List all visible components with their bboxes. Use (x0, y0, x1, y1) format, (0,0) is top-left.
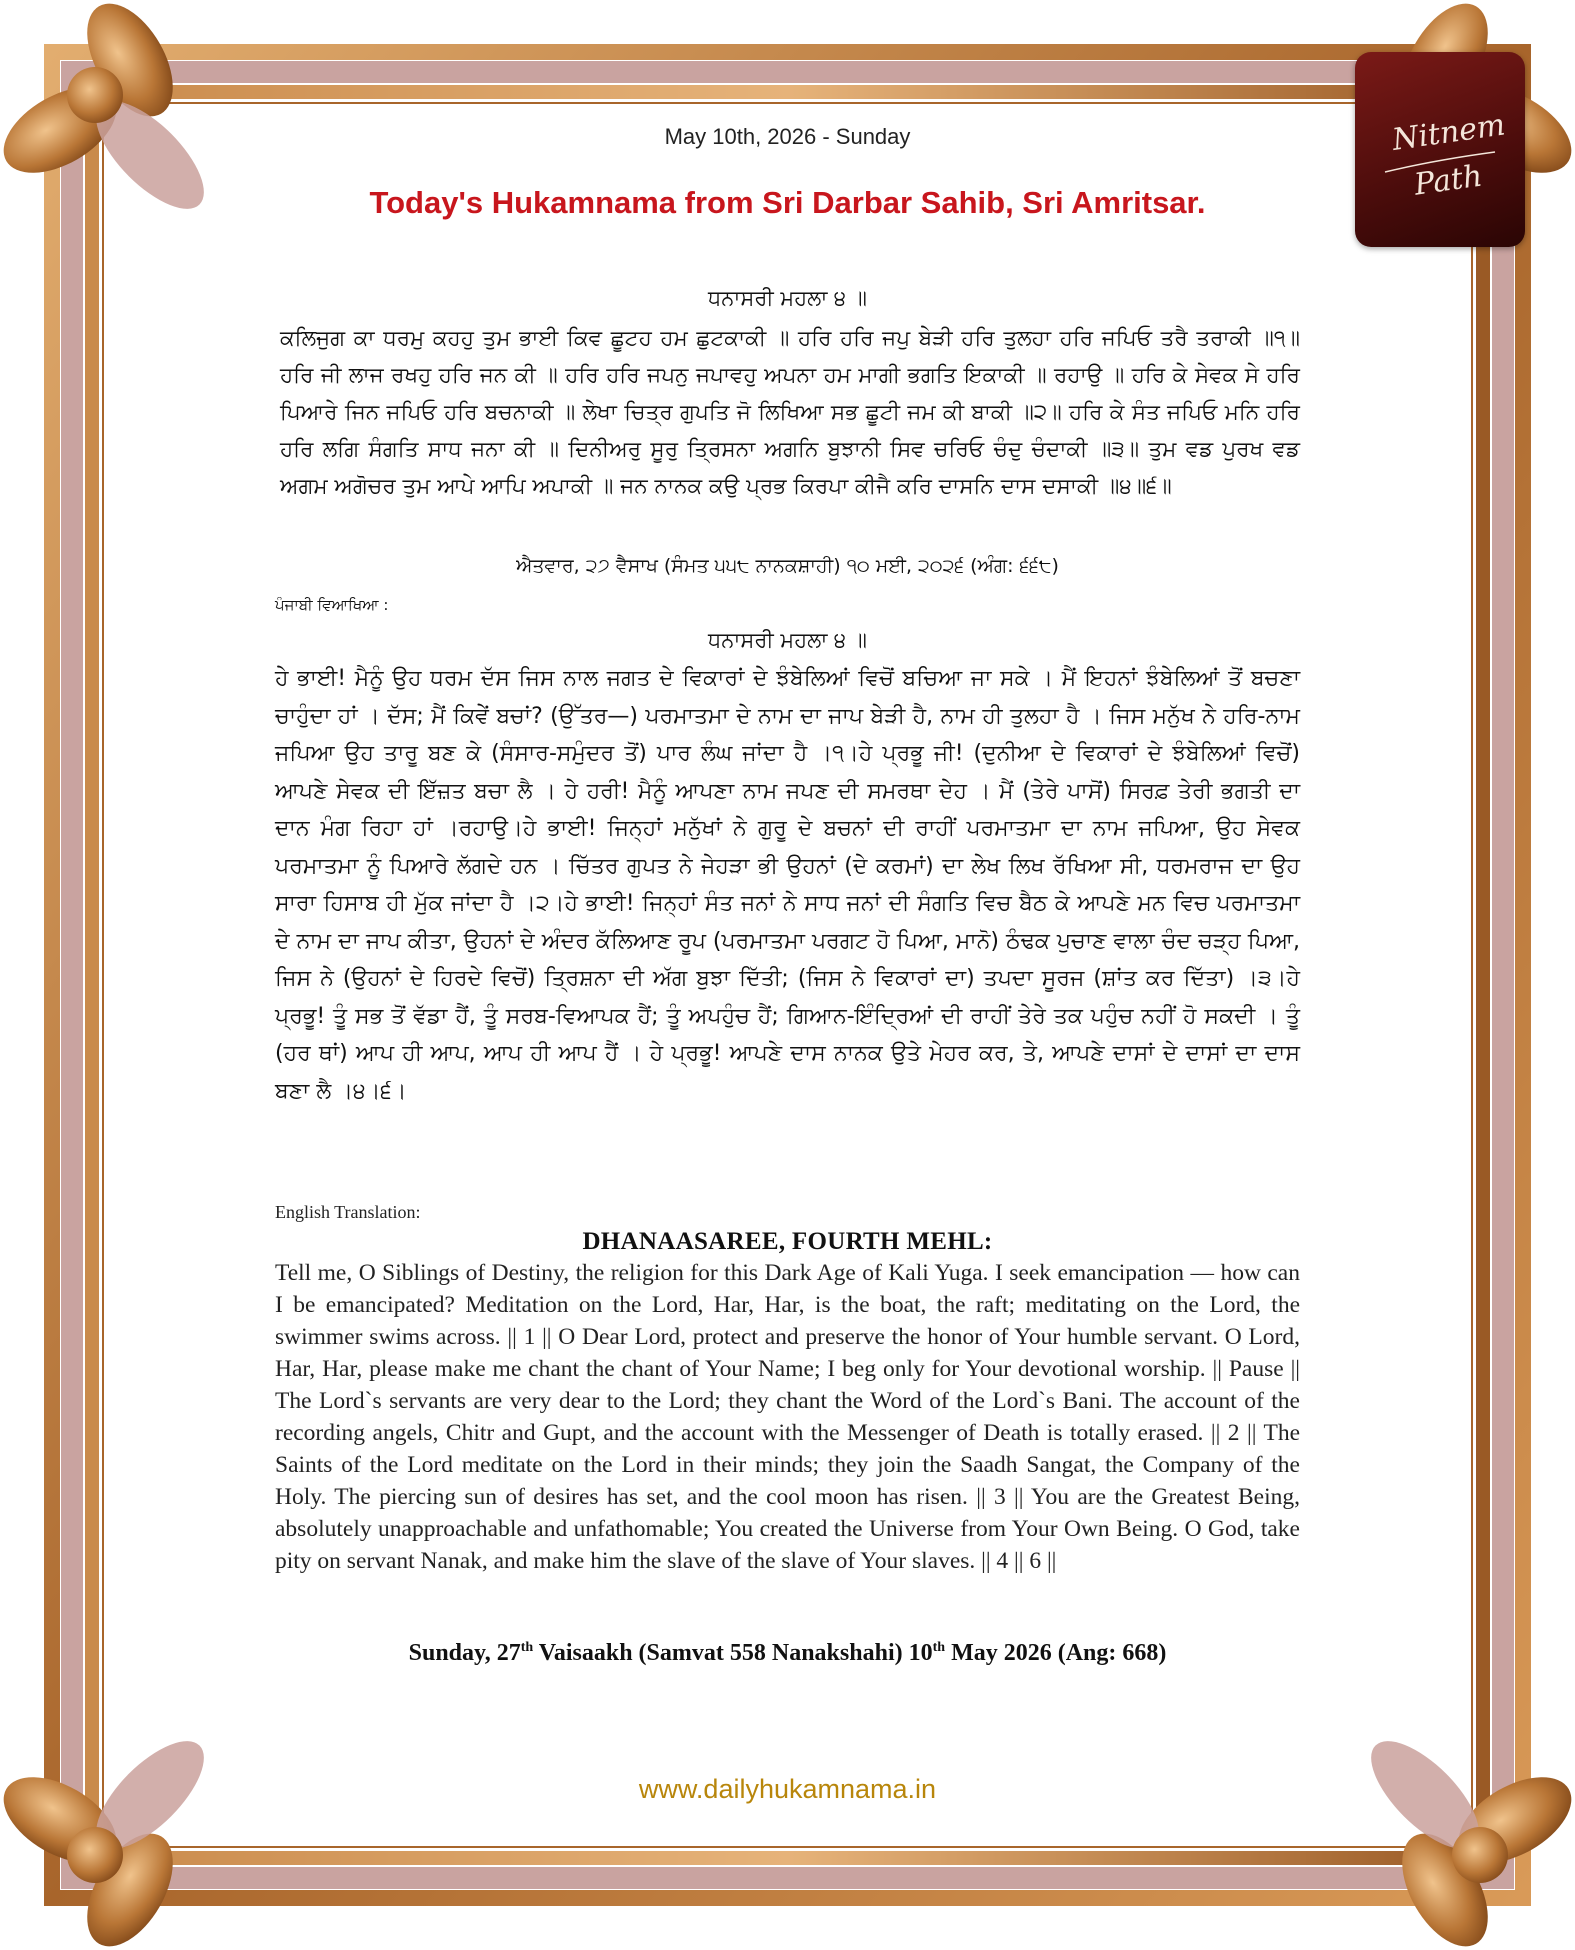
english-date-line (0, 1640, 1575, 1667)
page-title: Today's Hukamnama from Sri Darbar Sahib, Sri Amritsar. (369, 185, 1206, 220)
gurbani-text: ਕਲਿਜੁਗ ਕਾ ਧਰਮੁ ਕਹਹੁ ਤੁਮ ਭਾਈ ਕਿਵ ਛੂਟਹ ਹਮ ਛੁਟਕਾਕੀ ॥ ਹਰਿ ਹਰਿ ਜਪੁ ਬੇੜੀ ਹਰਿ ਤੁਲਹਾ ਹਰਿ ਜਪਿਓ ਤਰੈ ਤਰਾਕੀ ॥੧॥ ਹਰਿ ਜੀ ਲਾਜ ਰਖਹੁ ਹਰਿ ਜਨ ਕੀ ॥ ਹਰਿ ਹਰਿ ਜਪਨੁ ਜਪਾਵਹੁ ਅਪਨਾ ਹਮ ਮਾਗੀ ਭਗਤਿ ਇਕਾਕੀ ॥ ਰਹਾਉ ॥ ਹਰਿ ਕੇ ਸੇਵਕ ਸੇ ਹਰਿ ਪਿਆਰੇ ਜਿਨ ਜਪਿਓ ਹਰਿ ਬਚਨਾਕੀ ॥ ਲੇਖਾ ਚਿਤ੍ਰ ਗੁਪਤਿ ਜੋ ਲਿਖਿਆ ਸਭ ਛੂਟੀ ਜਮ ਕੀ ਬਾਕੀ ॥੨॥ ਹਰਿ ਕੇ ਸੰਤ ਜਪਿਓ ਮਨਿ ਹਰਿ ਹਰਿ ਲਗਿ ਸੰਗਤਿ ਸਾਧ ਜਨਾ ਕੀ ॥ ਦਿਨੀਅਰੁ ਸੂਰੁ ਤ੍ਰਿਸਨਾ ਅਗਨਿ ਬੁਝਾਨੀ ਸਿਵ ਚਰਿਓ ਚੰਦੁ ਚੰਦਾਕੀ ॥੩॥ ਤੁਮ ਵਡ ਪੁਰਖ ਵਡ ਅਗਮ ਅਗੋਚਰ ਤੁਮ ਆਪੇ ਆਪਿ ਅਪਾਕੀ ॥ ਜਨ ਨਾਨਕ ਕਉ ਪ੍ਰਭ ਕਿਰਪਾ ਕੀਜੈ ਕਰਿ ਦਾਸਨਿ ਦਾਸ ਦਸਾਕੀ ॥੪॥੬॥ (280, 326, 1300, 499)
corner-bow-bottom-left (0, 1724, 221, 1950)
vyakhya-text: ਹੇ ਭਾਈ! ਮੈਨੂੰ ਉਹ ਧਰਮ ਦੱਸ ਜਿਸ ਨਾਲ ਜਗਤ ਦੇ ਵਿਕਾਰਾਂ ਦੇ ਝੰਬੇਲਿਆਂ ਵਿਚੋਂ ਬਚਿਆ ਜਾ ਸਕੇ । ਮੈਂ ਇਹਨਾਂ ਝੰਬੇਲਿਆਂ ਤੋਂ ਬਚਣਾ ਚਾਹੁੰਦਾ ਹਾਂ । ਦੱਸ; ਮੈਂ ਕਿਵੇਂ ਬਚਾਂ? (ਉੱਤਰ—) ਪਰਮਾਤਮਾ ਦੇ ਨਾਮ ਦਾ ਜਾਪ ਬੇੜੀ ਹੈ, ਨਾਮ ਹੀ ਤੁਲਹਾ ਹੈ । ਜਿਸ ਮਨੁੱਖ ਨੇ ਹਰਿ-ਨਾਮ ਜਪਿਆ ਉਹ ਤਾਰੂ ਬਣ ਕੇ (ਸੰਸਾਰ-ਸਮੁੰਦਰ ਤੋਂ) ਪਾਰ ਲੰਘ ਜਾਂਦਾ ਹੈ ।੧।ਹੇ ਪ੍ਰਭੂ ਜੀ! (ਦੁਨੀਆ ਦੇ ਵਿਕਾਰਾਂ ਦੇ ਝੰਬੇਲਿਆਂ ਵਿਚੋਂ) ਆਪਣੇ ਸੇਵਕ ਦੀ ਇੱਜ਼ਤ ਬਚਾ ਲੈ । ਹੇ ਹਰੀ! ਮੈਨੂੰ ਆਪਣਾ ਨਾਮ ਜਪਣ ਦੀ ਸਮਰਥਾ ਦੇਹ । ਮੈਂ (ਤੇਰੇ ਪਾਸੋਂ) ਸਿਰਫ਼ ਤੇਰੀ ਭਗਤੀ ਦਾ ਦਾਨ ਮੰਗ ਰਿਹਾ ਹਾਂ ।ਰਹਾਉ।ਹੇ ਭਾਈ! ਜਿਨ੍ਹਾਂ ਮਨੁੱਖਾਂ ਨੇ ਗੁਰੂ ਦੇ ਬਚਨਾਂ ਦੀ ਰਾਹੀਂ ਪਰਮਾਤਮਾ ਦਾ ਨਾਮ ਜਪਿਆ, ਉਹ ਸੇਵਕ ਪਰਮਾਤਮਾ ਨੂੰ ਪਿਆਰੇ ਲੱਗਦੇ ਹਨ । ਚਿੱਤਰ ਗੁਪਤ ਨੇ ਜੇਹੜਾ ਭੀ ਉਹਨਾਂ (ਦੇ ਕਰਮਾਂ) ਦਾ ਲੇਖ ਲਿਖ ਰੱਖਿਆ ਸੀ, ਧਰਮਰਾਜ ਦਾ ਉਹ ਸਾਰਾ ਹਿਸਾਬ ਹੀ ਮੁੱਕ ਜਾਂਦਾ ਹੈ ।੨।ਹੇ ਭਾਈ! ਜਿਨ੍ਹਾਂ ਸੰਤ ਜਨਾਂ ਨੇ ਸਾਧ ਜਨਾਂ ਦੀ ਸੰਗਤਿ ਵਿਚ ਬੈਠ ਕੇ ਆਪਣੇ ਮਨ ਵਿਚ ਪਰਮਾਤਮਾ ਦੇ ਨਾਮ ਦਾ ਜਾਪ ਕੀਤਾ, ਉਹਨਾਂ ਦੇ ਅੰਦਰ ਕੱਲਿਆਣ ਰੂਪ (ਪਰਮਾਤਮਾ ਪਰਗਟ ਹੋ ਪਿਆ, ਮਾਨੋ) ਠੰਢਕ ਪੁਚਾਣ ਵਾਲਾ ਚੰਦ ਚੜ੍ਹ ਪਿਆ, ਜਿਸ ਨੇ (ਉਹਨਾਂ ਦੇ ਹਿਰਦੇ ਵਿਚੋਂ) ਤ੍ਰਿਸ਼ਨਾ ਦੀ ਅੱਗ ਬੁਝਾ ਦਿੱਤੀ; (ਜਿਸ ਨੇ ਵਿਕਾਰਾਂ ਦਾ) ਤਪਦਾ ਸੂਰਜ (ਸ਼ਾਂਤ ਕਰ ਦਿੱਤਾ) ।੩।ਹੇ ਪ੍ਰਭੂ! ਤੂੰ ਸਭ ਤੋਂ ਵੱਡਾ ਹੈਂ, ਤੂੰ ਸਰਬ-ਵਿਆਪਕ ਹੈਂ; ਤੂੰ ਅਪਹੁੰਚ ਹੈਂ; ਗਿਆਨ-ਇੰਦ੍ਰਿਆਂ ਦੀ ਰਾਹੀਂ ਤੇਰੇ ਤਕ ਪਹੁੰਚ ਨਹੀਂ ਹੋ ਸਕਦੀ । ਤੂੰ (ਹਰ ਥਾਂ) ਆਪ ਹੀ ਆਪ, ਆਪ ਹੀ ਆਪ ਹੈਂ । ਹੇ ਪ੍ਰਭੂ! ਆਪਣੇ ਦਾਸ ਨਾਨਕ ਉਤੇ ਮੇਹਰ ਕਰ, ਤੇ, ਆਪਣੇ ਦਾਸਾਂ ਦੇ ਦਾਸਾਂ ਦਾ ਦਾਸ ਬਣਾ ਲੈ ।੪।੬। (275, 666, 1300, 1104)
gurbani-date-line: ਐਤਵਾਰ, ੨੭ ਵੈਸਾਖ (ਸੰਮਤ ੫੫੮ ਨਾਨਕਸ਼ਾਹੀ) ੧੦ ਮਈ, ੨੦੨੬ (ਅੰਗ: ੬੬੮) (516, 555, 1059, 577)
english-heading: DHANAASAREE, FOURTH MEHL: (582, 1228, 993, 1255)
hukamnama-date: May 10th, 2026 - Sunday (664, 124, 911, 149)
vyakhya-heading: ਧਨਾਸਰੀ ਮਹਲਾ ੪ ॥ (708, 628, 867, 652)
date-part: May 2026 (Ang: 668) (945, 1640, 1167, 1666)
website-link[interactable]: www.dailyhukamnama.in (638, 1774, 937, 1804)
date-sup: th (932, 1640, 946, 1655)
date-part: Sunday, 27 (408, 1640, 521, 1666)
svg-text:Path: Path (1412, 158, 1485, 203)
svg-text:Nitnem: Nitnem (1390, 107, 1508, 158)
vyakhya-label: ਪੰਜਾਬੀ ਵਿਆਖਿਆ : (275, 596, 389, 614)
corner-bow-bottom-right (1354, 1724, 1575, 1950)
date-part: Vaisaakh (Samvat 558 Nanakshahi) 10 (533, 1640, 933, 1666)
gurbani-heading: ਧਨਾਸਰੀ ਮਹਲਾ ੪ ॥ (708, 286, 867, 310)
english-text: Tell me, O Siblings of Destiny, the religion for this Dark Age of Kali Yuga. I seek emancipation — how can I be emancipated? Meditation on the Lord, Har, Har, is the boat, the raft; meditating on the Lord, the swimmer swims across. || 1 || O Dear Lord, protect and preserve the honor of Your humble servant. O Lord, Har, Har, please make me chant the chant of Your Name; I beg only for Your devotional worship. || Pause || The Lord`s servants are very dear to the Lord; they chant the Word of the Lord`s Bani. The account of the recording angels, Chitr and Gupt, and the account with the Messenger of Death is totally erased. || 2 || The Saints of the Lord meditate on the Lord in their minds; they join the Saadh Sangat, the Company of the Holy. The piercing sun of desires has set, and the cool moon has risen. || 3 || You are the Greatest Being, absolutely unapproachable and unfathomable; You created the Universe from Your Own Being. O God, take pity on servant Nanak, and make him the slave of the slave of Your slaves. || 4 || 6 || (275, 1260, 1300, 1574)
english-label: English Translation: (275, 1202, 421, 1222)
date-sup: th (520, 1640, 534, 1655)
